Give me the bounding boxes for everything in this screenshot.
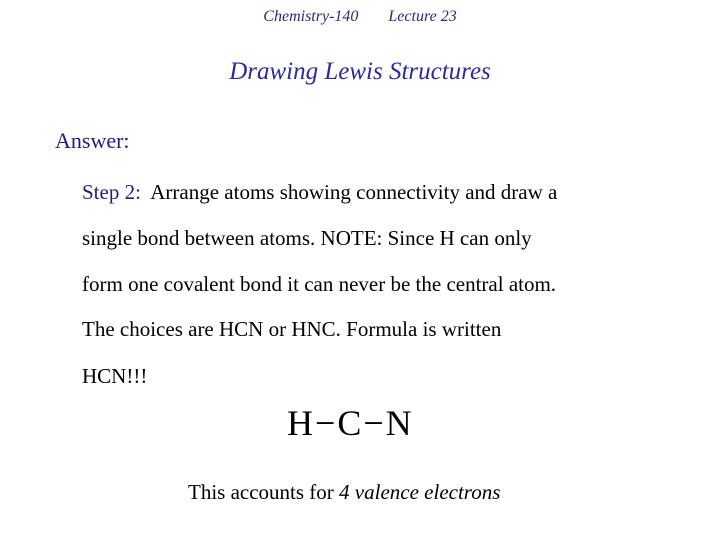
course-name: Chemistry-140 xyxy=(263,8,359,25)
slide-header xyxy=(0,8,720,26)
atom-h: H xyxy=(287,403,314,443)
lecture-number: Lecture 23 xyxy=(388,8,457,25)
step-line-4: The choices are HCN or HNC. Formula is written xyxy=(82,317,502,341)
answer-label: Answer: xyxy=(55,128,130,153)
step-line-5: HCN!!! xyxy=(82,364,148,388)
caption-emphasis: 4 valence electrons xyxy=(339,480,501,504)
single-bond-2: − xyxy=(363,403,385,443)
step-line-2: single bond between atoms. NOTE: Since H can only xyxy=(82,226,532,250)
step-line-1 xyxy=(82,180,557,205)
atom-n: N xyxy=(385,403,413,443)
step-text-1: Arrange atoms showing connectivity and draw a xyxy=(150,180,558,204)
step-line-3: form one covalent bond it can never be the central atom. xyxy=(82,272,557,296)
caption-prefix: This accounts for xyxy=(188,480,334,504)
atom-c: C xyxy=(337,403,363,443)
step-label: Step 2: xyxy=(82,180,141,204)
valence-caption xyxy=(188,480,500,505)
slide-title: Drawing Lewis Structures xyxy=(229,58,491,85)
single-bond-1: − xyxy=(315,403,337,443)
lewis-structure xyxy=(287,402,413,444)
